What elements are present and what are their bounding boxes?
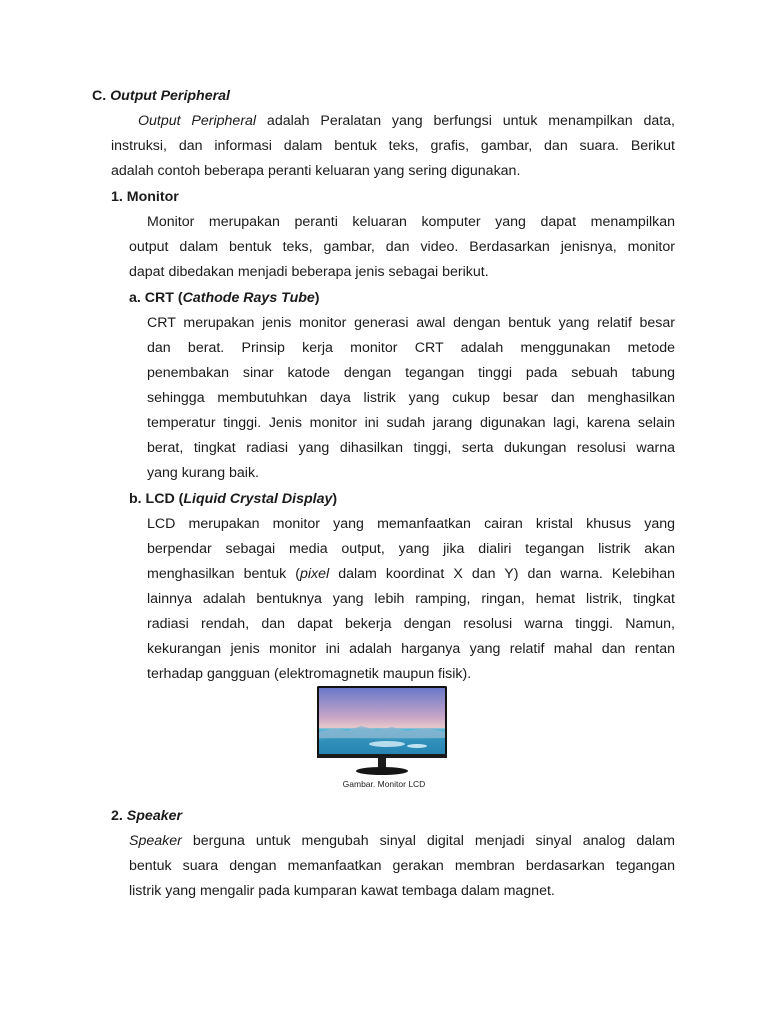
intro-line-3: adalah contoh beberapa peranti keluaran yang sering digunakan. bbox=[111, 163, 521, 179]
figure-caption: Gambar. Monitor LCD bbox=[342, 779, 426, 789]
speaker-line-1 bbox=[129, 832, 675, 850]
monitor-para-line-3: dapat dibedakan menjadi beberapa jenis sebagai berikut. bbox=[129, 264, 489, 280]
speaker-line-2: bentuk suara dengan memanfaatkan gerakan membran berdasarkan tegangan bbox=[129, 858, 675, 874]
lcd-monitor-image bbox=[317, 686, 447, 776]
lcd-line-3-b: dalam koordinat X dan Y) dan warna. Kelebihan bbox=[329, 566, 675, 582]
lcd-line-3-a: menghasilkan bentuk ( bbox=[147, 566, 300, 582]
crt-line-7: yang kurang baik. bbox=[147, 465, 259, 481]
speaker-line-1-text: berguna untuk mengubah sinyal digital menjadi sinyal analog dalam bbox=[181, 833, 675, 849]
intro-line-1-text: adalah Peralatan yang berfungsi untuk menampilkan data, bbox=[256, 113, 675, 129]
monitor-para-line-1: Monitor merupakan peranti keluaran komputer yang dapat menampilkan bbox=[147, 214, 675, 230]
intro-line-2: instruksi, dan informasi dalam bentuk teks, grafis, gambar, dan suara. Berikut bbox=[111, 138, 675, 154]
lcd-line-1: LCD merupakan monitor yang memanfaatkan cairan kristal khusus yang bbox=[147, 516, 675, 532]
monitor-para-line-2: output dalam bentuk teks, gambar, dan video. Berdasarkan jenisnya, monitor bbox=[129, 239, 675, 255]
crt-heading-prefix: a. CRT ( bbox=[129, 290, 183, 306]
lcd-heading bbox=[129, 490, 337, 508]
crt-line-5: temperatur tinggi. Jenis monitor ini sudah jarang digunakan lagi, karena selain bbox=[147, 415, 675, 431]
speaker-number: 2. bbox=[111, 808, 123, 824]
speaker-term: Speaker bbox=[129, 833, 182, 849]
lcd-line-2: berpendar sebagai media output, yang jika dialiri tegangan listrik akan bbox=[147, 541, 675, 557]
crt-line-6: berat, tingkat radiasi yang dihasilkan tinggi, serta dukungan resolusi warna bbox=[147, 440, 675, 456]
section-letter: C. bbox=[92, 88, 107, 104]
lcd-line-3 bbox=[147, 565, 675, 583]
lcd-line-4: lainnya adalah bentuknya yang lebih ramping, ringan, hemat listrik, tingkat bbox=[147, 591, 675, 607]
intro-term: Output Peripheral bbox=[138, 113, 257, 129]
lcd-line-6: kekurangan jenis monitor ini adalah harganya yang relatif mahal dan rentan bbox=[147, 641, 675, 657]
speaker-heading-text: Speaker bbox=[126, 808, 183, 824]
section-title: Output Peripheral bbox=[110, 88, 230, 104]
lcd-heading-prefix: b. LCD ( bbox=[129, 491, 184, 507]
lcd-heading-suffix: ) bbox=[332, 491, 338, 507]
lcd-line-7: terhadap gangguan (elektromagnetik maupun fisik). bbox=[147, 666, 472, 682]
intro-line-1 bbox=[111, 112, 675, 130]
lcd-heading-italic: Liquid Crystal Display bbox=[183, 491, 333, 507]
lcd-line-5: radiasi rendah, dan dapat bekerja dengan resolusi warna tinggi. Namun, bbox=[147, 616, 675, 632]
speaker-line-3: listrik yang mengalir pada kumparan kawat tembaga dalam magnet. bbox=[129, 883, 555, 899]
crt-heading-suffix: ) bbox=[314, 290, 320, 306]
speaker-heading bbox=[111, 807, 182, 825]
lcd-line-3-italic: pixel bbox=[299, 566, 330, 582]
crt-line-2: dan berat. Prinsip kerja monitor CRT adalah menggunakan metode bbox=[147, 340, 675, 356]
section-heading bbox=[92, 87, 230, 105]
crt-heading-italic: Cathode Rays Tube bbox=[182, 290, 315, 306]
monitor-heading-text: 1. Monitor bbox=[111, 189, 179, 205]
crt-line-4: sehingga membutuhkan daya listrik yang cukup besar dan menghasilkan bbox=[147, 390, 675, 406]
crt-line-3: penembakan sinar katode dengan tegangan tinggi pada sebuah tabung bbox=[147, 365, 675, 381]
crt-heading bbox=[129, 289, 320, 307]
crt-line-1: CRT merupakan jenis monitor generasi awal dengan bentuk yang relatif besar bbox=[147, 315, 675, 331]
monitor-heading bbox=[111, 188, 179, 206]
